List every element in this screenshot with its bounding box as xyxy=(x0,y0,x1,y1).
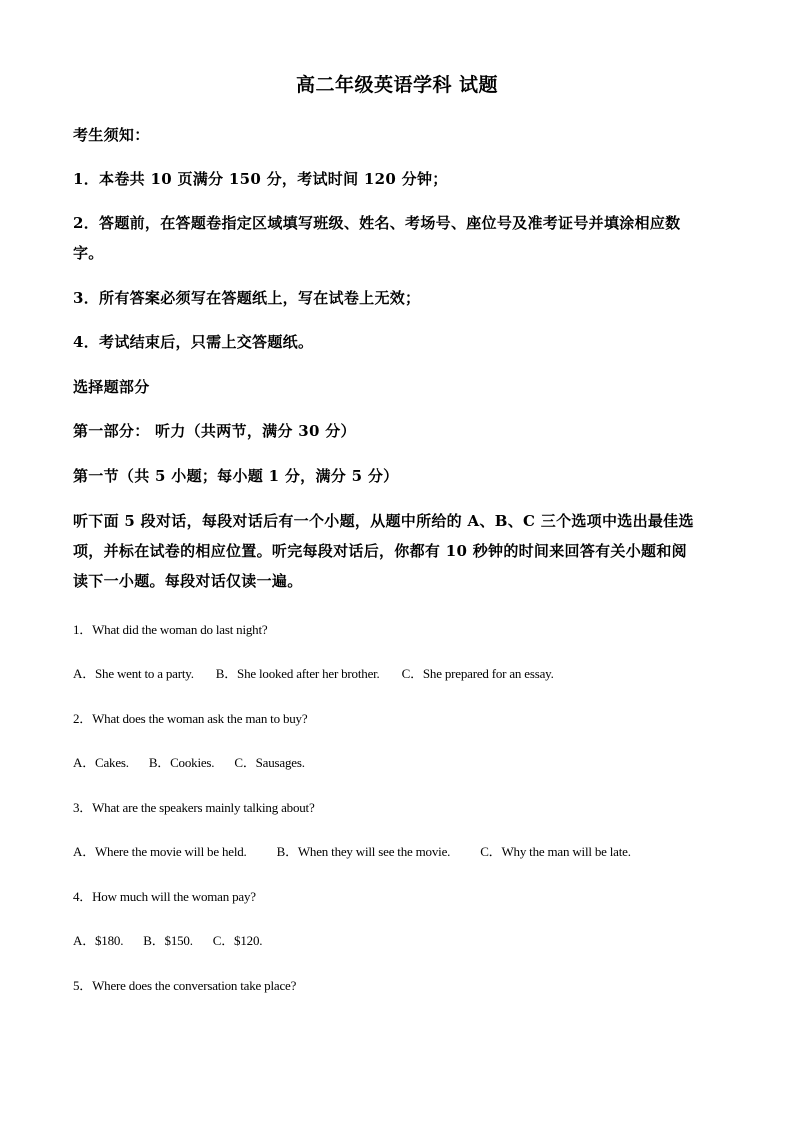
question-stem: 4．How much will the woman pay? xyxy=(73,889,256,904)
part-heading: 第一部分： 听力（共两节，满分 30 分） xyxy=(73,422,356,440)
question-options xyxy=(73,841,631,860)
notice-item: 1．本卷共 10 页满分 150 分，考试时间 120 分钟； xyxy=(73,170,448,188)
question-stem: 5．Where does the conversation take place? xyxy=(73,978,297,993)
option-b: B．$150. xyxy=(143,933,193,948)
question-options xyxy=(73,752,305,771)
notice-item: 3．所有答案必须写在答题纸上，写在试卷上无效； xyxy=(73,289,421,307)
option-a: A．She went to a party. xyxy=(73,666,194,681)
option-c: C．$120. xyxy=(212,933,263,948)
notice-item: 2．答题前，在答题卷指定区域填写班级、姓名、考场号、座位号及准考证号并填涂相应数 xyxy=(73,214,681,232)
instruction-line: 读下一小题。每段对话仅读一遍。 xyxy=(73,572,303,590)
exam-title: 高二年级英语学科 试题 xyxy=(295,74,499,96)
option-a: A．$180. xyxy=(73,933,124,948)
option-a: A．Cakes. xyxy=(73,755,129,770)
subsection-heading: 第一节（共 5 小题；每小题 1 分，满分 5 分） xyxy=(73,467,399,485)
instruction-line: 听下面 5 段对话，每段对话后有一个小题，从题中所给的 A、B、C 三个选项中选出最佳选 xyxy=(73,512,694,530)
question-stem: 2．What does the woman ask the man to buy? xyxy=(73,711,308,726)
question-stem: 3．What are the speakers mainly talking about? xyxy=(73,800,315,815)
option-c: C．Why the man will be late. xyxy=(480,844,631,859)
option-b: B．She looked after her brother. xyxy=(215,666,380,681)
section-label: 选择题部分 xyxy=(73,378,150,396)
notice-heading: 考生须知： xyxy=(73,126,150,144)
option-b: B．Cookies. xyxy=(148,755,215,770)
option-b: B．When they will see the movie. xyxy=(276,844,451,859)
question-options xyxy=(73,663,554,682)
notice-item: 4．考试结束后，只需上交答题纸。 xyxy=(73,333,314,351)
question-stem: 1．What did the woman do last night? xyxy=(73,622,268,637)
option-c: C．She prepared for an essay. xyxy=(401,666,554,681)
instruction-line: 项，并标在试卷的相应位置。听完每段对话后，你都有 10 秒钟的时间来回答有关小题和阅 xyxy=(73,542,687,560)
question-options xyxy=(73,930,262,949)
notice-item: 字。 xyxy=(73,244,104,262)
option-a: A．Where the movie will be held. xyxy=(73,844,247,859)
option-c: C．Sausages. xyxy=(234,755,305,770)
